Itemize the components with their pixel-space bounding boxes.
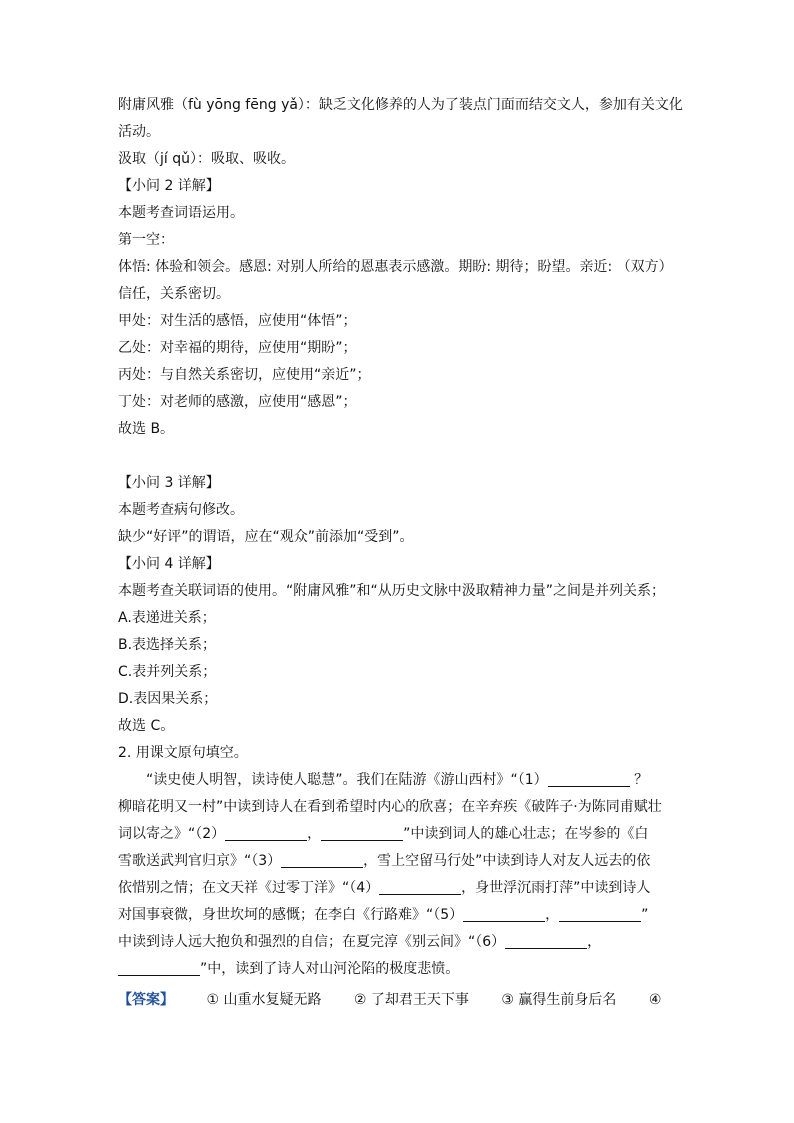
passage-text: 对国事衰微，身世坎坷的感慨；在李白《行路难》“（5） <box>118 907 464 923</box>
fill-blank-6b <box>118 959 200 976</box>
passage-text: ？ <box>634 772 649 788</box>
question-title: 2. 用课文原句填空。 <box>118 745 248 761</box>
fill-blank-2a <box>225 824 307 841</box>
text-line: 故选 B。 <box>118 421 175 437</box>
passage-line <box>118 929 678 956</box>
text-line: 甲处：对生活的感悟，应使用“体悟”； <box>118 313 357 329</box>
answer-line <box>118 987 678 1014</box>
text-line: 汲取（jí qǔ）：吸取、吸收。 <box>118 151 295 167</box>
fill-blank-4 <box>379 878 461 895</box>
passage-line <box>118 875 678 902</box>
passage-text: ， <box>307 826 322 842</box>
text-line: 本题考查病句修改。 <box>118 502 244 518</box>
text-line: 丙处：与自然关系密切，应使用“亲近”； <box>118 367 371 383</box>
text-line: 本题考查词语运用。 <box>118 205 244 221</box>
passage-line <box>118 902 678 929</box>
answer-tag: 【答案】 <box>118 992 174 1008</box>
text-line: 体悟: 体验和领会。感恩: 对别人所给的恩惠表示感激。期盼: 期待；盼望。亲近: （双方） <box>118 259 673 275</box>
fill-blank-2b <box>321 824 403 841</box>
fill-blank-6a <box>505 932 587 949</box>
passage-line <box>118 821 678 848</box>
text-line: 附庸风雅（fù yōng fēng yǎ）：缺乏文化修养的人为了装点门面而结交文人，参加有关文化 <box>118 97 683 113</box>
passage-text: 词以寄之》“（2） <box>118 826 226 842</box>
section-heading: 【小问 2 详解】 <box>118 178 220 194</box>
section-heading: 【小问 4 详解】 <box>118 556 220 572</box>
fill-blank-5a <box>463 905 545 922</box>
blank-line <box>118 443 678 470</box>
answer-item: ③ 赢得生前身后名 <box>501 992 617 1008</box>
text-line: 活动。 <box>118 124 160 140</box>
answer-item: ④ <box>648 992 662 1008</box>
text-line: A.表递进关系； <box>118 610 216 626</box>
passage-line <box>118 767 678 794</box>
text-line: 本题考查关联词语的使用。“附庸风雅”和“从历史文脉中汲取精神力量”之间是并列关系； <box>118 583 666 599</box>
passage-text: ， <box>587 934 602 950</box>
answer-item: ① 山重水复疑无路 <box>206 992 322 1008</box>
passage-line <box>118 848 678 875</box>
text-line: 第一空： <box>118 232 174 248</box>
text-line: 故选 C。 <box>118 718 175 734</box>
text-line: 缺少“好评”的谓语，应在“观众”前添加“受到”。 <box>118 529 414 545</box>
passage-text: 依惜别之情；在文天祥《过零丁洋》“（4） <box>118 880 380 896</box>
text-line: D.表因果关系； <box>118 691 218 707</box>
text-line: 丁处：对老师的感激，应使用“感恩”； <box>118 394 357 410</box>
passage-line <box>118 794 678 821</box>
passage-text: ， <box>545 907 560 923</box>
passage-text: 雪歌送武判官归京》“（3） <box>118 853 282 869</box>
document-page <box>118 92 683 1014</box>
text-line: B.表选择关系； <box>118 637 217 653</box>
passage-text: “读史使人明智，读诗使人聪慧”。我们在陆游《游山西村》“（1） <box>146 772 548 788</box>
text-line: 乙处：对幸福的期待，应使用“期盼”； <box>118 340 357 356</box>
text-line: C.表并列关系； <box>118 664 217 680</box>
passage-text: ，身世浮沉雨打萍”中读到诗人 <box>461 880 651 896</box>
passage-line <box>118 956 678 983</box>
passage-text: ” <box>641 907 649 923</box>
fill-blank-1 <box>548 770 630 787</box>
text-line: 信任，关系密切。 <box>118 286 230 302</box>
answer-item: ② 了却君王天下事 <box>353 992 469 1008</box>
passage-text: ，雪上空留马行处”中读到诗人对友人远去的依 <box>363 853 651 869</box>
passage-text: 柳暗花明又一村”中读到诗人在看到希望时内心的欣喜；在辛弃疾《破阵子·为陈同甫赋壮 <box>118 799 662 815</box>
fill-blank-5b <box>559 905 641 922</box>
section-heading: 【小问 3 详解】 <box>118 475 220 491</box>
passage-text: ”中，读到了诗人对山河沦陷的极度悲愤。 <box>200 961 460 977</box>
passage-text: ”中读到词人的雄心壮志；在岑参的《白 <box>403 826 649 842</box>
passage-text: 中读到诗人远大抱负和强烈的自信；在夏完淳《别云间》“（6） <box>118 934 506 950</box>
fill-blank-3 <box>281 851 363 868</box>
